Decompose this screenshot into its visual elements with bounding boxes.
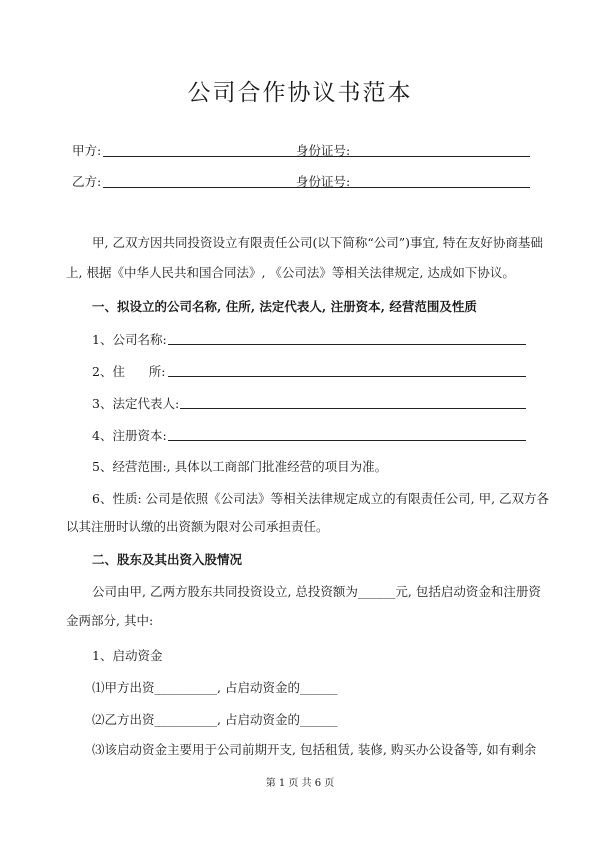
party-a-label: 甲方: (72, 143, 102, 158)
business-scope: 5、经营范围:, 具体以工商部门批准经营的项目为准。 (92, 459, 388, 474)
party-b-id-label: 身份证号: (296, 174, 351, 189)
party-b-label: 乙方: (72, 174, 102, 189)
address-field (92, 362, 526, 380)
legal-rep-blank[interactable] (180, 408, 526, 409)
investment-line-2: 金两部分, 其中: (66, 613, 154, 628)
registered-capital-label: 4、注册资本: (92, 428, 167, 443)
party-b-row (72, 172, 530, 190)
party-a-contribution: ⑴甲方出资__________, 占启动资金的______ (92, 680, 338, 695)
party-b-contribution: ⑵乙方出资__________, 占启动资金的______ (92, 712, 338, 727)
company-name-blank[interactable] (168, 344, 526, 345)
party-a-id-blank[interactable] (350, 156, 530, 157)
startup-funds-usage: ⑶该启动资金主要用于公司前期开支, 包括租赁, 装修, 购买办公设备等, 如有剩余 (92, 742, 537, 757)
address-blank[interactable] (168, 376, 526, 377)
party-b-id-blank[interactable] (350, 187, 530, 188)
legal-rep-field (92, 394, 526, 412)
section2-heading: 二、股东及其出资入股情况 (92, 552, 243, 567)
party-a-row (72, 141, 530, 159)
document-title: 公司合作协议书范本 (187, 80, 413, 106)
registered-capital-field (92, 426, 526, 444)
company-name-label: 1、公司名称: (92, 332, 167, 347)
registered-capital-blank[interactable] (168, 440, 526, 441)
legal-rep-label: 3、法定代表人: (92, 396, 180, 411)
startup-funds-heading: 1、启动资金 (92, 648, 163, 663)
address-label: 2、住 所: (92, 364, 166, 379)
nature-line-2: 以其注册时认缴的出资额为限对公司承担责任。 (66, 519, 329, 534)
intro-line-1: 甲, 乙双方因共同投资设立有限责任公司(以下简称“公司”)事宜, 特在友好协商基础 (92, 235, 543, 250)
page-number: 第 1 页 共 6 页 (265, 778, 335, 789)
intro-line-2: 上, 根据《中华人民共和国合同法》, 《公司法》等相关法律规定, 达成如下协议。 (66, 265, 515, 280)
company-name-field (92, 330, 526, 348)
party-a-id-label: 身份证号: (296, 143, 351, 158)
section1-heading: 一、拟设立的公司名称, 住所, 法定代表人, 注册资本, 经营范围及性质 (92, 299, 477, 314)
investment-line-1: 公司由甲, 乙两方股东共同投资设立, 总投资额为______元, 包括启动资金和注册资 (92, 584, 541, 599)
nature-line-1: 6、性质: 公司是依照《公司法》等相关法律规定成立的有限责任公司, 甲, 乙双方各 (92, 491, 550, 506)
